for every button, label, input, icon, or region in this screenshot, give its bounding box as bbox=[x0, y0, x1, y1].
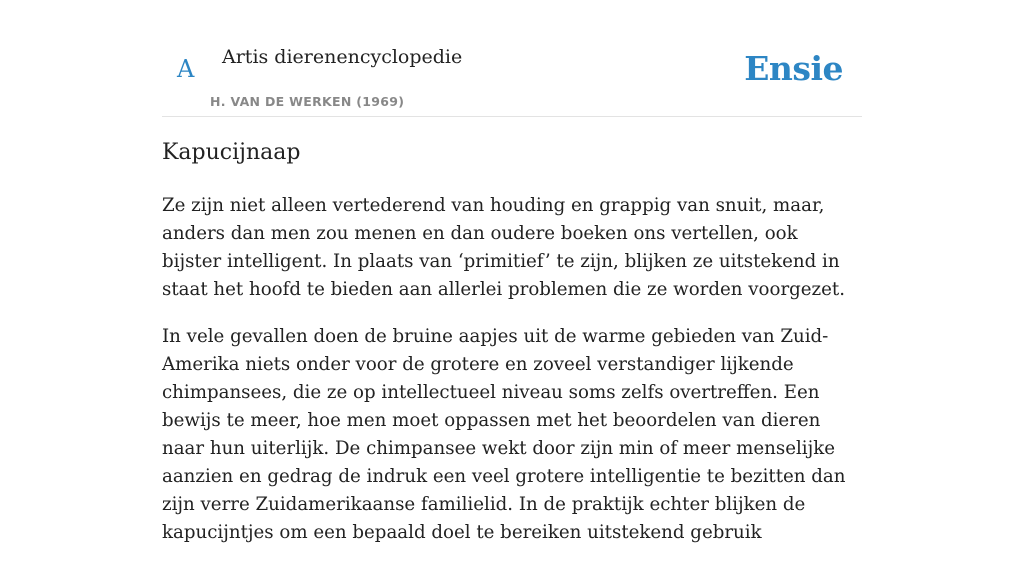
index-letter-link[interactable]: A bbox=[177, 55, 195, 83]
book-author: H. VAN DE WERKEN (1969) bbox=[210, 94, 405, 109]
article-paragraph: In vele gevallen doen de bruine aapjes uit de warme gebieden van Zuid-Amerika niets onder voor de grotere en zoveel verstandiger lijkende chimpansees, die ze op intellectueel niveau soms zelfs overtreffen. Een bewijs te meer, hoe men moet oppassen met het beoordelen van dieren naar hun uiterlijk. De chimpansee wekt door zijn min of meer menselijke aanzien en gedrag de indruk een veel grotere intelligentie te bezitten dan zijn verre Zuidamerikaanse familielid. In de praktijk echter blijken de kapucijntjes om een bepaald doel te bereiken uitstekend gebruik bbox=[162, 326, 846, 543]
book-title-link[interactable]: Artis dierenencyclopedie bbox=[222, 46, 463, 68]
article-body bbox=[162, 192, 862, 566]
book-header bbox=[162, 0, 862, 117]
article-paragraph: Ze zijn niet alleen vertederend van houding en grappig van snuit, maar, anders dan men zou menen en dan oudere boeken ons vertellen, ook bijster intelligent. In plaats van ‘primitief’ te zijn, blijken ze uitstekend in staat het hoofd te bieden aan allerlei problemen die ze worden voorgezet. bbox=[162, 195, 845, 300]
article-title: Kapucijnaap bbox=[162, 140, 301, 165]
ensie-logo-link[interactable]: Ensie bbox=[744, 49, 843, 88]
